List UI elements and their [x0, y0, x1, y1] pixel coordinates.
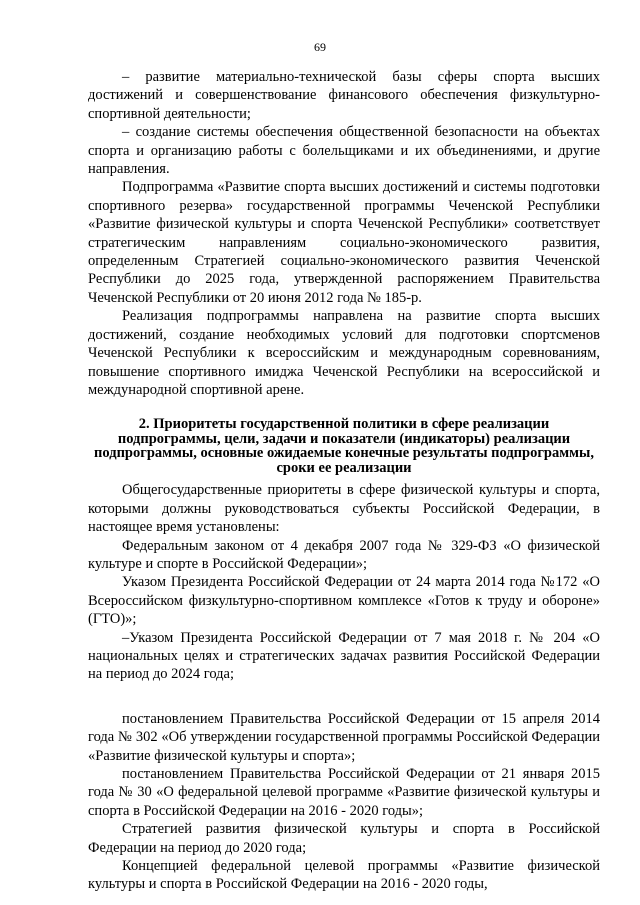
paragraph: – развитие материально-технической базы сферы спорта высших достижений и совершенствование финансового обеспечения физкультурно-спортивной деятельности; [88, 69, 600, 122]
page-number: 69 [314, 40, 326, 54]
document-body [88, 68, 600, 894]
section-heading: 2. Приоритеты государственной политики в сфере реализации подпрограммы, цели, задачи и показатели (индикаторы) реализации подпрограммы, основные ожидаемые конечные результаты подпрограммы, сроки ее реализации [94, 416, 594, 476]
paragraph: Стратегией развития физической культуры и спорта в Российской Федерации на период до 2020 года; [88, 821, 600, 856]
spacer [88, 684, 600, 710]
paragraph: –Указом Президента Российской Федерации от 7 мая 2018 г. № 204 «О национальных целях и стратегических задачах развития Российской Федерации на период до 2024 года; [88, 629, 600, 683]
paragraph: постановлением Правительства Российской Федерации от 21 января 2015 года № 30 «О федеральной целевой программе «Развитие физической культуры и спорта в Российской Федерации на 2016 - 2020 годы»; [88, 766, 600, 819]
paragraph: – создание системы обеспечения общественной безопасности на объектах спорта и организацию работы с болельщиками и их объединениями, и другие направления. [88, 124, 600, 178]
paragraph: постановлением Правительства Российской Федерации от 15 апреля 2014 года № 302 «Об утверждении государственной программы Российской Федерации «Развитие физической культуры и спорта»; [88, 710, 600, 764]
paragraph: Реализация подпрограммы направлена на развитие спорта высших достижений, создание необходимых условий для подготовки спортсменов Чеченской Республики к всероссийским и международным соревнованиям, повышение спортивного имиджа Чеченской Республики на всероссийской и международной спортивной арене. [88, 308, 600, 398]
paragraph: Концепцией федеральной целевой программы «Развитие физической культуры и спорта в Российской Федерации на 2016 - 2020 годы, [88, 858, 600, 893]
paragraph: Указом Президента Российской Федерации от 24 марта 2014 года №172 «О Всероссийском физкультурно-спортивном комплексе «Готов к труду и обороне» (ГТО)»; [88, 574, 600, 628]
paragraph: Федеральным законом от 4 декабря 2007 года № 329-ФЗ «О физической культуре и спорте в Российской Федерации»; [88, 537, 600, 572]
paragraph: Общегосударственные приоритеты в сфере физической культуры и спорта, которыми должны руководствоваться субъекты Российской Федерации, в настоящее время установлены: [88, 482, 600, 536]
paragraph: Подпрограмма «Развитие спорта высших достижений и системы подготовки спортивного резерва» государственной программы Чеченской Республики «Развитие физической культуры и спорта Чеченской Республики» соответствует стратегическим направлениям социально-экономического развития, определенным Стратегией социально-экономического развития Чеченской Республики до 2025 года, утвержденной распоряжением Правительства Чеченской Республики от 20 июня 2012 года № 185-р. [88, 179, 600, 306]
